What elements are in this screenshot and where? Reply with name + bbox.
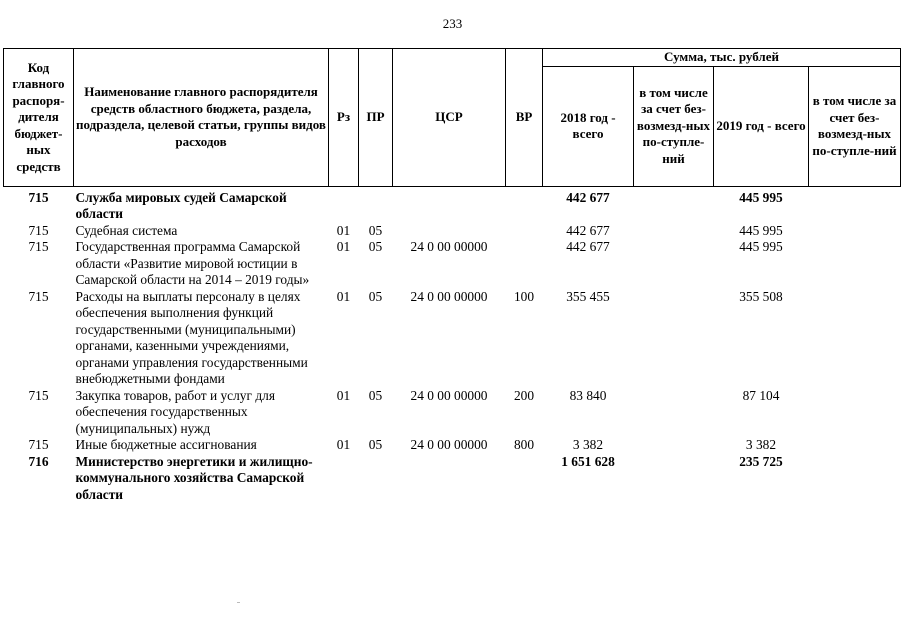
cell-vr	[506, 454, 543, 504]
scan-speck	[237, 602, 240, 603]
table-row	[4, 223, 901, 240]
cell-name: Министерство энергетики и жилищно-коммунального хозяйства Самарской области	[75, 453, 313, 502]
cell-2019-total: 445 995	[739, 189, 783, 205]
cell-pr	[359, 454, 393, 504]
table-header	[4, 49, 901, 187]
header-csr: ЦСР	[393, 49, 506, 187]
cell-2018-total: 442 677	[566, 189, 610, 205]
cell-2018-free	[634, 289, 714, 388]
cell-pr: 05	[368, 239, 383, 254]
cell-2018-total: 442 677	[566, 222, 610, 238]
header-2019-free: в том числе за счет без-возмезд-ных по-ступле-ний	[809, 66, 901, 186]
cell-rz	[329, 186, 359, 223]
table-row	[4, 186, 901, 223]
cell-2019-total: 355 508	[739, 288, 783, 304]
cell-2019-free	[809, 239, 901, 289]
cell-code: 715	[28, 387, 49, 403]
cell-name: Судебная система	[75, 222, 178, 238]
cell-vr	[506, 186, 543, 223]
cell-csr: 24 0 00 00000	[410, 288, 488, 304]
cell-2019-free	[809, 223, 901, 240]
cell-name: Иные бюджетные ассигнования	[75, 437, 257, 452]
cell-pr	[359, 186, 393, 223]
cell-name: Служба мировых судей Самарской области	[75, 189, 287, 221]
table-row	[4, 437, 901, 454]
cell-2019-free	[809, 437, 901, 454]
cell-code: 715	[28, 239, 49, 254]
table-row	[4, 388, 901, 438]
header-vr: ВР	[506, 49, 543, 187]
cell-csr	[393, 223, 506, 240]
cell-2018-free	[634, 388, 714, 438]
header-2018-free: в том числе за счет без-возмезд-ных по-ступле-ний	[634, 66, 714, 186]
cell-2019-free	[809, 186, 901, 223]
cell-2018-total: 3 382	[572, 437, 604, 452]
cell-vr	[506, 239, 543, 289]
cell-2018-free	[634, 186, 714, 223]
cell-rz: 01	[336, 437, 351, 452]
cell-rz: 01	[336, 222, 351, 238]
cell-2018-total: 442 677	[566, 239, 610, 254]
cell-rz	[329, 454, 359, 504]
page-number: 233	[442, 16, 463, 31]
cell-2019-total: 3 382	[745, 437, 777, 452]
cell-2019-free	[809, 388, 901, 438]
cell-2018-free	[634, 437, 714, 454]
cell-2019-total: 445 995	[739, 222, 783, 238]
cell-rz: 01	[336, 288, 351, 304]
cell-code: 715	[28, 437, 49, 452]
cell-code: 715	[28, 189, 49, 205]
cell-pr: 05	[368, 437, 383, 452]
table-row	[4, 454, 901, 504]
cell-code: 715	[28, 222, 49, 238]
cell-pr: 05	[368, 387, 383, 403]
cell-2019-total: 87 104	[742, 387, 780, 403]
cell-code: 716	[28, 453, 49, 469]
header-code: Код главного распоря-дителя бюджет-ных средств	[4, 49, 74, 187]
cell-2018-free	[634, 454, 714, 504]
cell-code: 715	[28, 288, 49, 304]
cell-vr: 200	[513, 387, 535, 403]
table-row	[4, 289, 901, 388]
cell-rz: 01	[336, 387, 351, 403]
cell-2018-total: 83 840	[569, 387, 607, 403]
cell-2019-free	[809, 454, 901, 504]
cell-csr	[393, 186, 506, 223]
cell-csr	[393, 454, 506, 504]
cell-vr: 100	[513, 288, 535, 304]
cell-name: Государственная программа Самарской области «Развитие мировой юстиции в Самарской области на 2014 – 2019 годы»	[75, 239, 310, 287]
header-sum-group: Сумма, тыс. рублей	[543, 49, 901, 67]
cell-2019-total: 445 995	[739, 239, 783, 254]
cell-2018-free	[634, 223, 714, 240]
cell-csr: 24 0 00 00000	[410, 239, 488, 254]
table-row	[4, 239, 901, 289]
cell-2018-free	[634, 239, 714, 289]
cell-pr: 05	[368, 222, 383, 238]
table-body	[4, 186, 901, 503]
header-2019-total: 2019 год - всего	[714, 66, 809, 186]
header-pr: ПР	[359, 49, 393, 187]
cell-2018-total: 1 651 628	[561, 453, 615, 469]
budget-table	[3, 48, 901, 503]
header-2018-total: 2018 год - всего	[543, 66, 634, 186]
cell-vr	[506, 223, 543, 240]
cell-csr: 24 0 00 00000	[410, 387, 488, 403]
cell-2018-total: 355 455	[566, 288, 610, 304]
cell-csr: 24 0 00 00000	[410, 437, 488, 452]
cell-2019-free	[809, 289, 901, 388]
header-rz: Рз	[329, 49, 359, 187]
cell-name: Закупка товаров, работ и услуг для обеспечения государственных (муниципальных) нужд	[75, 387, 275, 436]
cell-vr: 800	[513, 437, 535, 452]
cell-rz: 01	[336, 239, 351, 254]
cell-2019-total: 235 725	[739, 453, 783, 469]
header-name: Наименование главного распорядителя средств областного бюджета, раздела, подраздела, целевой статьи, группы видов расходов	[74, 49, 329, 187]
cell-name: Расходы на выплаты персоналу в целях обеспечения выполнения функций государственными (муниципальными) органами, казенными учреждениями, органами управления государственными внебюджетными фондами	[75, 288, 308, 386]
cell-pr: 05	[368, 288, 383, 304]
